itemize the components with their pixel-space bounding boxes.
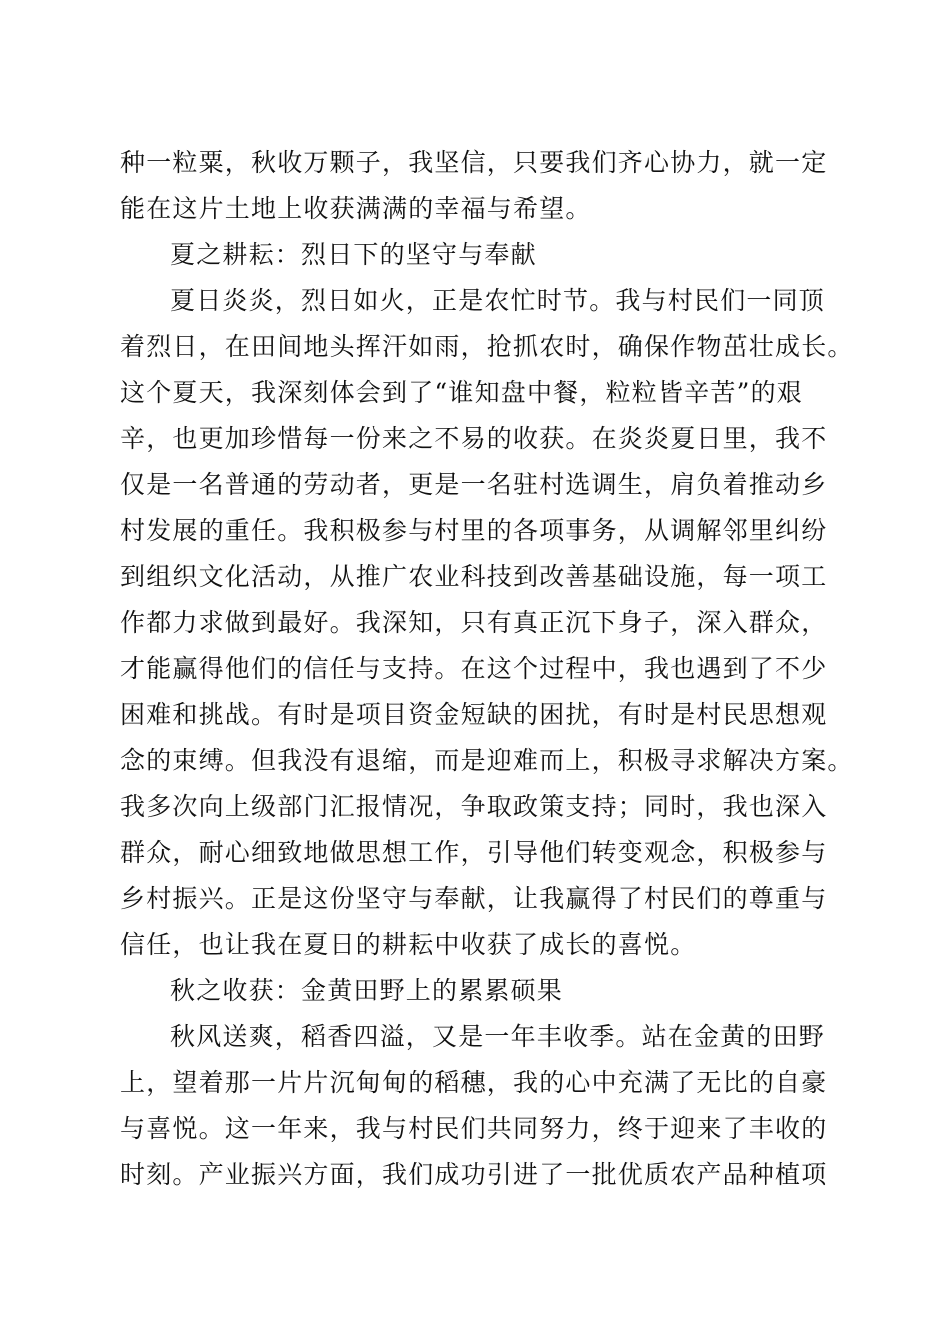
text-line: 与喜悦。这一年来，我与村民们共同努力，终于迎来了丰收的: [120, 1114, 828, 1143]
text-line: 种一粒粟，秋收万颗子，我坚信，只要我们齐心协力，就一定: [120, 148, 828, 177]
section-heading-autumn: 秋之收获：金黄田野上的累累硕果: [170, 976, 564, 1005]
text-line: 秋风送爽，稻香四溢，又是一年丰收季。站在金黄的田野: [170, 1022, 826, 1051]
text-line: 时刻。产业振兴方面，我们成功引进了一批优质农产品种植项: [120, 1160, 828, 1189]
text-line: 着烈日，在田间地头挥汗如雨，抢抓农时，确保作物茁壮成长。: [120, 332, 854, 361]
section-heading-summer: 夏之耕耘：烈日下的坚守与奉献: [170, 240, 537, 269]
text-line: 夏日炎炎，烈日如火，正是农忙时节。我与村民们一同顶: [170, 286, 826, 315]
text-line: 村发展的重任。我积极参与村里的各项事务，从调解邻里纠纷: [120, 516, 828, 545]
text-line: 仅是一名普通的劳动者，更是一名驻村选调生，肩负着推动乡: [120, 470, 828, 499]
text-line: 上，望着那一片片沉甸甸的稻穗，我的心中充满了无比的自豪: [120, 1068, 828, 1097]
text-line: 念的束缚。但我没有退缩，而是迎难而上，积极寻求解决方案。: [120, 746, 854, 775]
text-line: 乡村振兴。正是这份坚守与奉献，让我赢得了村民们的尊重与: [120, 884, 828, 913]
text-line: 才能赢得他们的信任与支持。在这个过程中，我也遇到了不少: [120, 654, 828, 683]
text-line: 能在这片土地上收获满满的幸福与希望。: [120, 194, 592, 223]
text-line: 这个夏天，我深刻体会到了“谁知盘中餐，粒粒皆辛苦”的艰: [120, 378, 803, 407]
text-line: 作都力求做到最好。我深知，只有真正沉下身子，深入群众，: [120, 608, 828, 637]
text-line: 信任，也让我在夏日的耕耘中收获了成长的喜悦。: [120, 930, 697, 959]
text-line: 困难和挑战。有时是项目资金短缺的困扰，有时是村民思想观: [120, 700, 828, 729]
text-line: 辛，也更加珍惜每一份来之不易的收获。在炎炎夏日里，我不: [120, 424, 828, 453]
text-line: 到组织文化活动，从推广农业科技到改善基础设施，每一项工: [120, 562, 828, 591]
text-line: 我多次向上级部门汇报情况，争取政策支持；同时，我也深入: [120, 792, 828, 821]
text-line: 群众，耐心细致地做思想工作，引导他们转变观念，积极参与: [120, 838, 828, 867]
